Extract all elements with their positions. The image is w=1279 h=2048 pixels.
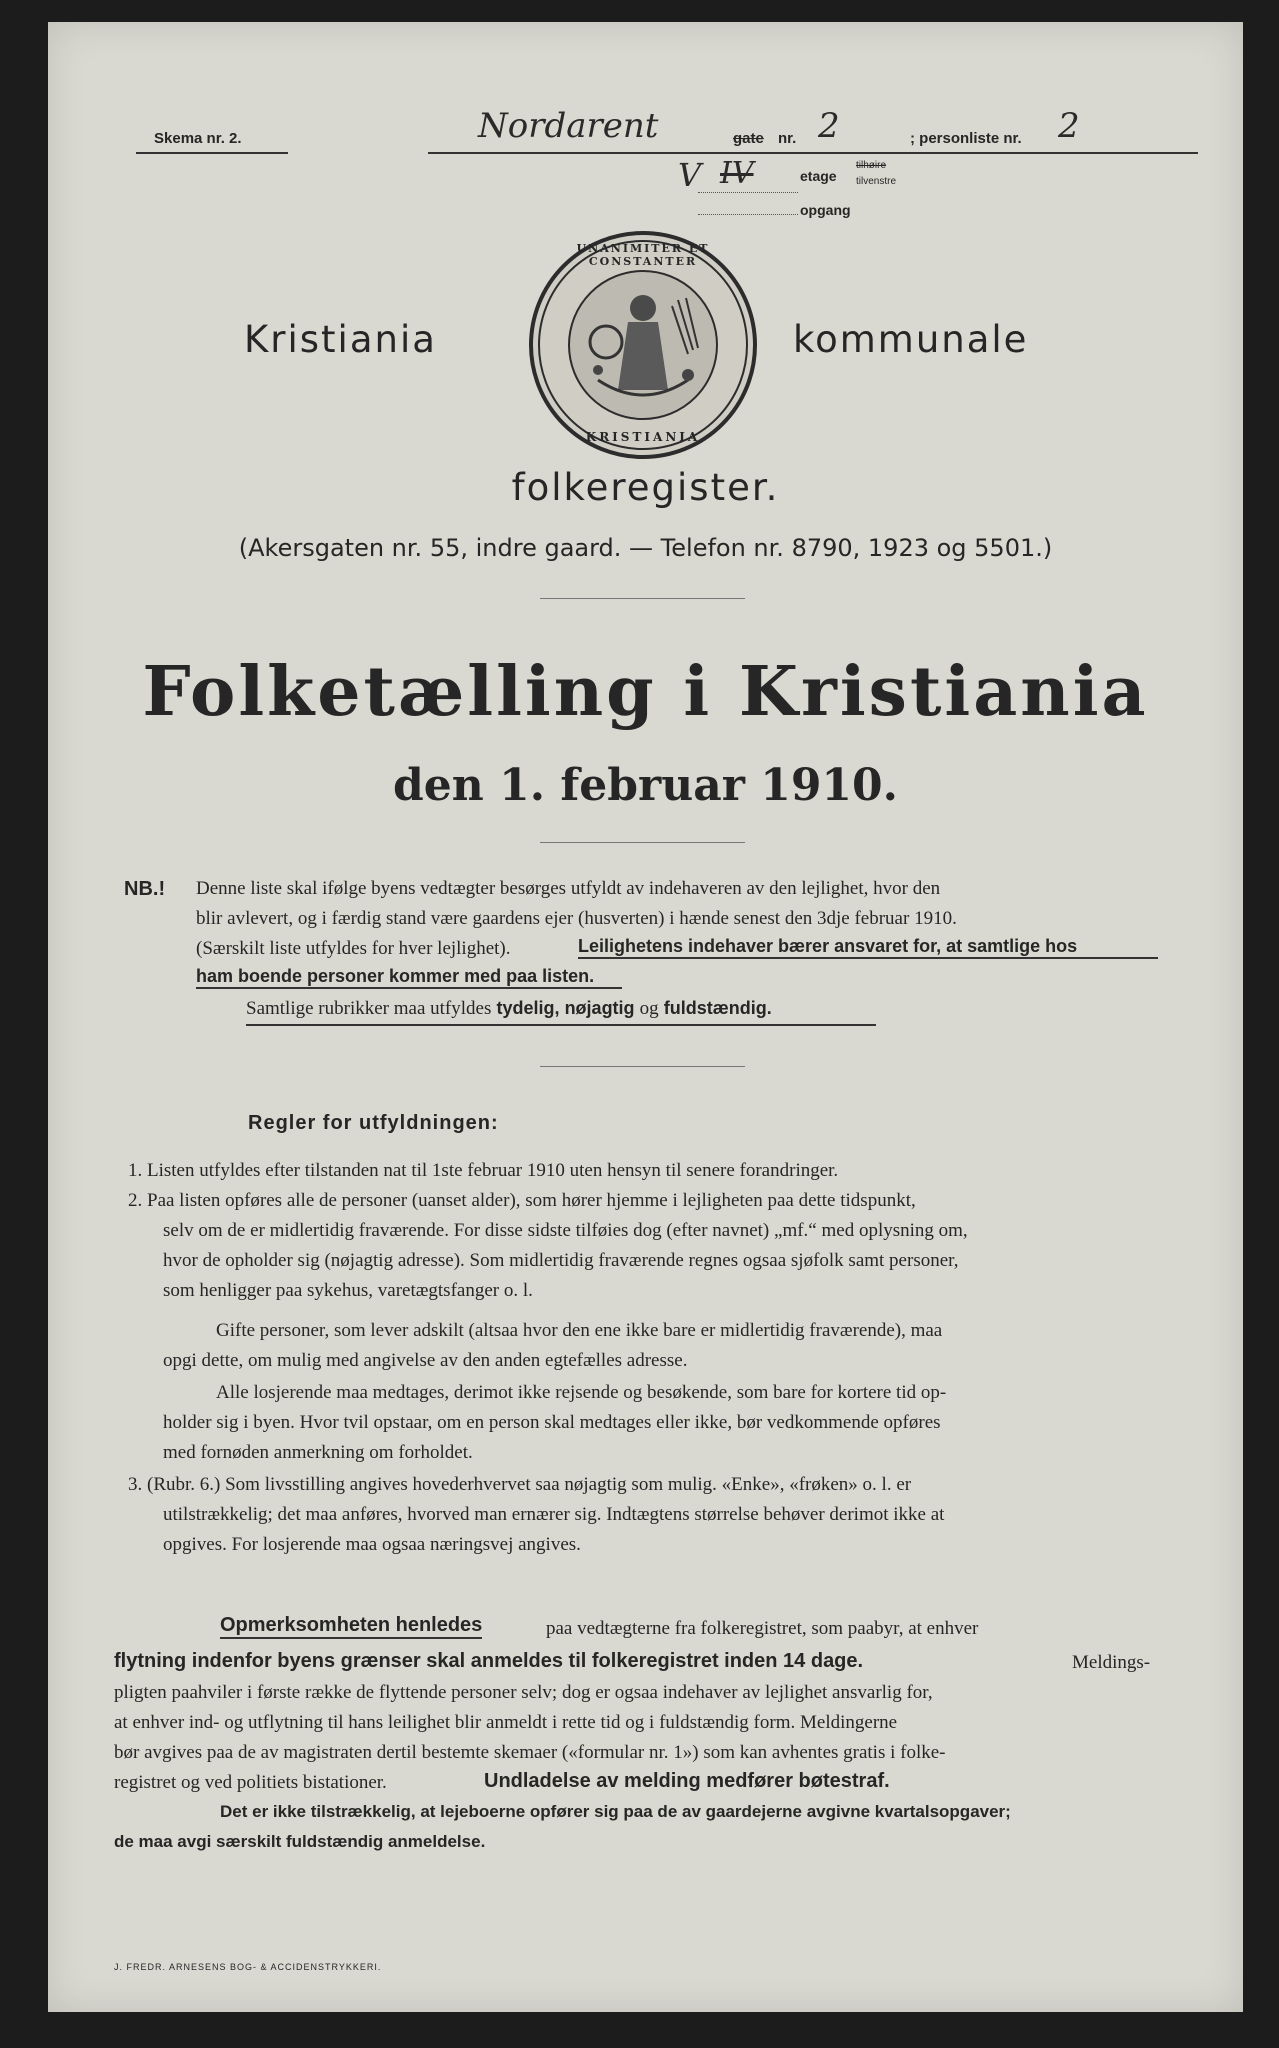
etage-dotline: [698, 192, 798, 193]
notice-line-6b-emphasis: Undladelse av melding medfører bøtestraf.: [484, 1770, 890, 1792]
rule-2-line-5: Gifte personer, som lever adskilt (altsaa hvor den ene ikke bare er midlertidig fraværende), maa: [216, 1320, 943, 1341]
nb-line-5b: tydelig,: [496, 998, 560, 1018]
floor-handwritten: V: [678, 156, 702, 194]
nb-line-5a: Samtlige rubrikker maa utfyldes: [246, 998, 492, 1019]
rule-3-line-2: utilstrækkelig; det maa anføres, hvorved man ernærer sig. Indtægtens størrelse behøver derimot ikke at: [163, 1504, 945, 1525]
etage-label: etage: [800, 168, 837, 184]
rule-2-line-1: 2. Paa listen opføres alle de personer (uanset alder), som hører hjemme i lejligheten paa dette tidspunkt,: [128, 1190, 916, 1211]
rule-2-line-3: hvor de opholder sig (nøjagtig adresse). Som midlertidig fraværende regnes ogsaa sjøfolk samt personer,: [163, 1250, 959, 1271]
divider-3: [540, 1066, 745, 1067]
rule-1: 1. Listen utfyldes efter tilstanden nat til 1ste februar 1910 uten hensyn til senere forandringer.: [128, 1160, 839, 1181]
notice-line-3: pligten paahviler i første række de flyttende personer selv; dog er ogsaa indehaver av lejlighet ansvarlig for,: [114, 1682, 933, 1703]
rule-2-line-4: som henligger paa sykehus, varetægtsfanger o. l.: [163, 1280, 533, 1301]
rule-2-line-7: Alle losjerende maa medtages, derimot ikke rejsende og besøkende, som bare for kortere tid op-: [216, 1382, 947, 1403]
office-address: (Akersgaten nr. 55, indre gaard. — Telefon nr. 8790, 1923 og 5501.): [238, 534, 1053, 562]
nb-line-2: blir avlevert, og i færdig stand være gaardens ejer (husverten) i hænde senest den 3dje februar 1910.: [196, 908, 957, 929]
rule-3-line-1: 3. (Rubr. 6.) Som livsstilling angives hovederhvervet saa nøjagtig som mulig. «Enke», «frøken» o. l. er: [128, 1474, 912, 1495]
opgang-label: opgang: [800, 202, 851, 218]
floor-struck: IV: [720, 156, 754, 191]
nb-line-5d: og: [639, 998, 659, 1019]
notice-line-1: paa vedtægterne fra folkeregistret, som paabyr, at enhver: [546, 1618, 979, 1639]
notice-line-7: Det er ikke tilstrækkelig, at lejeboerne opfører sig paa de av gaardejerne avgivne kvartalsopgaver;: [220, 1802, 1011, 1821]
notice-line-6a: registret og ved politiets bistationer.: [114, 1772, 387, 1793]
side-struck-label: tilhøire: [856, 160, 887, 171]
skema-underline: [136, 152, 288, 154]
header-underline: [428, 152, 1198, 154]
main-heading: Folketælling i Kristiania: [142, 652, 1149, 732]
nb-line-3b-emphasis: Leilighetens indehaver bærer ansvaret for, at samtlige hos: [578, 936, 1158, 959]
rule-2-line-2: selv om de er midlertidig fraværende. For disse sidste tilføies dog (efter navnet) „mf.“ med oplysning om,: [163, 1220, 968, 1241]
folkeregister-title: folkeregister.: [511, 466, 780, 509]
notice-lead: Opmerksomheten henledes: [220, 1614, 482, 1639]
rule-3-line-3: opgives. For losjerende maa ogsaa næringsvej angives.: [163, 1534, 581, 1555]
notice-line-2: flytning indenfor byens grænser skal anmeldes til folkeregistret inden 14 dage.: [114, 1650, 864, 1672]
personliste-number-handwritten: 2: [1058, 106, 1080, 146]
kommunale-word: kommunale: [793, 318, 1029, 361]
notice-line-2-tail: Meldings-: [1072, 1652, 1151, 1673]
seal-city-name: KRISTIANIA: [585, 430, 701, 444]
nr-label: nr.: [778, 130, 797, 147]
nb-line-5e: fuldstændig.: [663, 998, 772, 1018]
census-date: den 1. februar 1910.: [393, 760, 898, 811]
side-label: tilvenstre: [856, 176, 897, 187]
house-number-handwritten: 2: [818, 106, 840, 146]
nb-line-1: Denne liste skal ifølge byens vedtægter besørges utfyldt av indehaveren av den lejlighet, hvor den: [196, 878, 941, 899]
census-form-page: [48, 22, 1243, 2012]
nb-label: NB.!: [124, 878, 166, 900]
nb-line-5: [246, 994, 876, 1026]
kristiania-word: Kristiania: [244, 318, 437, 361]
seal-motto: UNANIMITER ET CONSTANTER: [576, 242, 710, 268]
city-seal: [528, 230, 758, 460]
personliste-label: ; personliste nr.: [910, 130, 1022, 147]
skema-label: Skema nr. 2.: [154, 130, 242, 147]
street-name-handwritten: Nordarent: [478, 106, 659, 146]
rules-heading: Regler for utfyldningen:: [248, 1112, 499, 1134]
notice-line-5: bør avgives paa de av magistraten dertil bestemte skemaer («formular nr. 1») som kan avhentes gratis i folke-: [114, 1742, 946, 1763]
gate-label: gate: [733, 130, 764, 147]
rule-2-line-8: holder sig i byen. Hvor tvil opstaar, om en person skal medtages eller ikke, bør vedkommende opføres: [163, 1412, 941, 1433]
notice-line-8: de maa avgi særskilt fuldstændig anmeldelse.: [114, 1832, 486, 1851]
divider-1: [540, 598, 745, 599]
nb-line-4-emphasis: ham boende personer kommer med paa listen.: [196, 966, 622, 989]
divider-2: [540, 842, 745, 843]
rule-2-line-6: opgi dette, om mulig med angivelse av den anden egtefælles adresse.: [163, 1350, 688, 1371]
printer-imprint: J. FREDR. ARNESENS BOG- & ACCIDENSTRYKKERI.: [114, 1962, 382, 1972]
nb-line-3a: (Særskilt liste utfyldes for hver lejlighet).: [196, 938, 511, 959]
nb-line-5c: nøjagtig: [564, 998, 635, 1018]
opgang-dotline: [698, 214, 798, 215]
notice-line-4: at enhver ind- og utflytning til hans leilighet blir anmeldt i rette tid og i fuldstændig form. Meldingerne: [114, 1712, 898, 1733]
rule-2-line-9: med fornøden anmerkning om forholdet.: [163, 1442, 473, 1463]
